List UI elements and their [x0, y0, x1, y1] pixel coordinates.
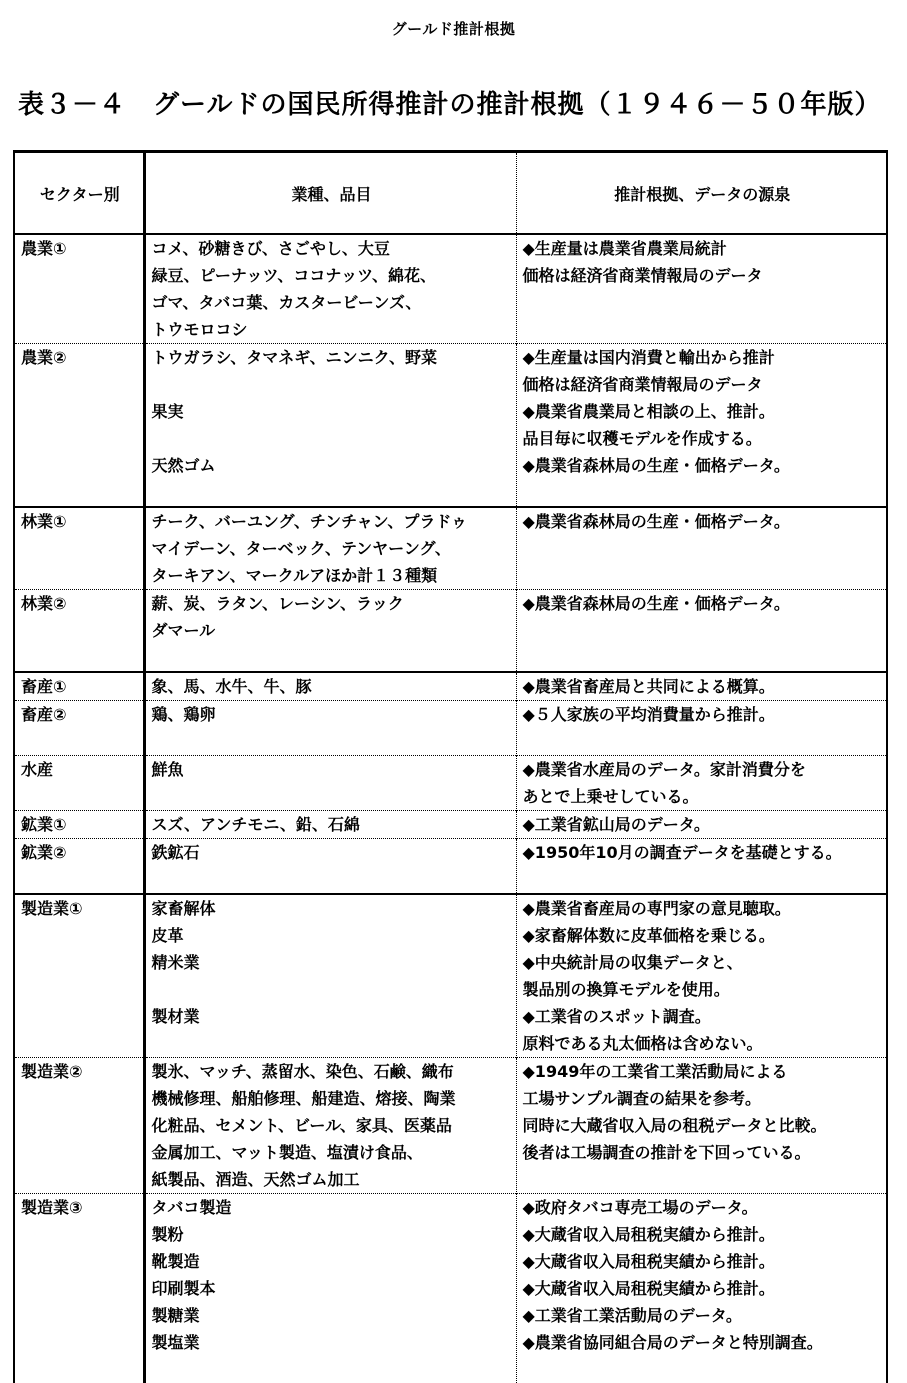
basis-cell	[516, 507, 887, 590]
items-cell-line	[152, 644, 512, 671]
basis-cell-line: ◆農業省畜産局の専門家の意見聴取。	[523, 895, 883, 922]
sector-cell	[14, 1058, 144, 1194]
basis-cell-line: ◆生産量は農業省農業局統計	[523, 235, 883, 262]
basis-cell-line	[523, 289, 883, 316]
items-cell-line: 製糖業	[152, 1302, 512, 1329]
basis-cell-line	[523, 644, 883, 671]
sector-cell	[14, 701, 144, 756]
basis-cell-line: ◆大蔵省収入局租税実績から推計。	[523, 1275, 883, 1302]
items-cell-line: マイデーン、ターベック、テンヤーング、	[152, 535, 512, 562]
sector-label: 畜産②	[21, 701, 139, 728]
items-cell-line: チーク、バーユング、チンチャン、プラドゥ	[152, 508, 512, 535]
sector-cell	[14, 590, 144, 673]
basis-cell-line	[523, 866, 883, 893]
table-title: 表３－４ グールドの国民所得推計の推計根拠（１９４６－５０年版）	[18, 84, 898, 121]
column-header-basis: 推計根拠、データの源泉	[516, 152, 887, 235]
items-cell-line: 靴製造	[152, 1248, 512, 1275]
basis-cell	[516, 756, 887, 811]
items-cell	[144, 839, 516, 895]
basis-cell-line: 価格は経済省商業情報局のデータ	[523, 262, 883, 289]
basis-cell-line: ◆農業省畜産局と共同による概算。	[523, 673, 883, 700]
items-cell-line: 果実	[152, 398, 512, 425]
items-cell-line: 皮革	[152, 922, 512, 949]
table-body	[14, 234, 887, 1383]
basis-cell-line: 原料である丸太価格は含めない。	[523, 1030, 883, 1057]
sector-label: 農業②	[21, 344, 139, 371]
table-row	[14, 756, 887, 811]
sector-cell	[14, 672, 144, 701]
items-cell-line: スズ、アンチモニ、鉛、石綿	[152, 811, 512, 838]
items-cell-line: 印刷製本	[152, 1275, 512, 1302]
items-cell-line	[152, 371, 512, 398]
sector-cell	[14, 344, 144, 508]
basis-cell	[516, 1194, 887, 1383]
basis-cell-line	[523, 535, 883, 562]
basis-cell-line	[523, 316, 883, 343]
items-cell-line: 製材業	[152, 1003, 512, 1030]
basis-cell	[516, 234, 887, 344]
basis-cell-line	[523, 617, 883, 644]
table-row	[14, 672, 887, 701]
sector-label: 鉱業②	[21, 839, 139, 866]
sector-label: 製造業③	[21, 1194, 139, 1221]
items-cell	[144, 756, 516, 811]
items-cell-line: 製塩業	[152, 1329, 512, 1356]
items-cell-line: 精米業	[152, 949, 512, 976]
basis-cell-line: ◆農業省森林局の生産・価格データ。	[523, 590, 883, 617]
table-header-row	[14, 152, 887, 235]
sector-label: 製造業①	[21, 895, 139, 922]
table-row	[14, 234, 887, 344]
items-cell-line: 薪、炭、ラタン、レーシン、ラック	[152, 590, 512, 617]
items-cell-line: 製粉	[152, 1221, 512, 1248]
sector-label: 水産	[21, 756, 139, 783]
column-header-sector: セクター別	[14, 152, 144, 235]
items-cell-line: 機械修理、船舶修理、船建造、熔接、陶業	[152, 1085, 512, 1112]
sector-label: 鉱業①	[21, 811, 139, 838]
basis-cell-line	[523, 1356, 883, 1383]
table-row	[14, 811, 887, 839]
basis-cell-line: ◆農業省農業局と相談の上、推計。	[523, 398, 883, 425]
items-cell-line: ダマール	[152, 617, 512, 644]
page-header: グールド推計根拠	[0, 18, 907, 39]
items-cell-line: ゴマ、タバコ葉、カスタービーンズ、	[152, 289, 512, 316]
items-cell-line: 緑豆、ピーナッツ、ココナッツ、綿花、	[152, 262, 512, 289]
basis-cell	[516, 590, 887, 673]
items-cell-line: 鶏、鶏卵	[152, 701, 512, 728]
basis-cell-line: ◆大蔵省収入局租税実績から推計。	[523, 1248, 883, 1275]
sector-cell	[14, 811, 144, 839]
items-cell-line	[152, 783, 512, 810]
table-row	[14, 894, 887, 1058]
items-cell-line: 紙製品、酒造、天然ゴム加工	[152, 1166, 512, 1193]
items-cell-line	[152, 1356, 512, 1383]
items-cell	[144, 344, 516, 508]
basis-cell	[516, 1058, 887, 1194]
basis-cell-line: あとで上乗せしている。	[523, 783, 883, 810]
basis-cell	[516, 811, 887, 839]
basis-cell	[516, 344, 887, 508]
basis-cell-line: ◆1949年の工業省工業活動局による	[523, 1058, 883, 1085]
table-row	[14, 701, 887, 756]
items-cell-line: 製氷、マッチ、蒸留水、染色、石鹸、織布	[152, 1058, 512, 1085]
basis-cell-line: 後者は工場調査の推計を下回っている。	[523, 1139, 883, 1166]
sector-cell	[14, 839, 144, 895]
table-row	[14, 344, 887, 508]
basis-cell-line: ◆大蔵省収入局租税実績から推計。	[523, 1221, 883, 1248]
items-cell-line	[152, 479, 512, 506]
table-row	[14, 590, 887, 673]
items-cell	[144, 701, 516, 756]
basis-cell-line: ◆中央統計局の収集データと、	[523, 949, 883, 976]
items-cell-line: タバコ製造	[152, 1194, 512, 1221]
sector-label: 農業①	[21, 235, 139, 262]
basis-cell-line	[523, 1166, 883, 1193]
basis-cell-line: ◆1950年10月の調査データを基礎とする。	[523, 839, 883, 866]
table-row	[14, 1194, 887, 1383]
basis-cell-line: ◆家畜解体数に皮革価格を乗じる。	[523, 922, 883, 949]
basis-cell-line: ◆工業省鉱山局のデータ。	[523, 811, 883, 838]
basis-cell-line: ◆政府タバコ専売工場のデータ。	[523, 1194, 883, 1221]
items-cell-line: ターキアン、マークルアほか計１３種類	[152, 562, 512, 589]
items-cell-line: 金属加工、マット製造、塩漬け食品、	[152, 1139, 512, 1166]
sector-label: 畜産①	[21, 673, 139, 700]
items-cell	[144, 894, 516, 1058]
basis-cell-line	[523, 562, 883, 589]
basis-cell	[516, 839, 887, 895]
basis-cell	[516, 701, 887, 756]
items-cell	[144, 672, 516, 701]
items-cell	[144, 507, 516, 590]
basis-cell-line: ◆工業省工業活動局のデータ。	[523, 1302, 883, 1329]
items-cell-line: 鉄鉱石	[152, 839, 512, 866]
items-cell	[144, 234, 516, 344]
items-cell-line	[152, 976, 512, 1003]
basis-cell-line: ◆農業省森林局の生産・価格データ。	[523, 508, 883, 535]
sector-label: 林業②	[21, 590, 139, 617]
basis-cell-line: ◆農業省水産局のデータ。家計消費分を	[523, 756, 883, 783]
basis-cell-line: ◆生産量は国内消費と輸出から推計	[523, 344, 883, 371]
sector-label: 林業①	[21, 508, 139, 535]
items-cell	[144, 1058, 516, 1194]
items-cell-line	[152, 1030, 512, 1057]
sector-label: 製造業②	[21, 1058, 139, 1085]
basis-cell-line: ◆農業省協同組合局のデータと特別調査。	[523, 1329, 883, 1356]
items-cell-line: 象、馬、水牛、牛、豚	[152, 673, 512, 700]
items-cell-line: トウモロコシ	[152, 316, 512, 343]
items-cell-line: 化粧品、セメント、ビール、家具、医薬品	[152, 1112, 512, 1139]
items-cell	[144, 1194, 516, 1383]
basis-cell-line: ◆５人家族の平均消費量から推計。	[523, 701, 883, 728]
items-cell-line: コメ、砂糖きび、さごやし、大豆	[152, 235, 512, 262]
basis-cell-line: 工場サンプル調査の結果を参考。	[523, 1085, 883, 1112]
items-cell-line	[152, 425, 512, 452]
basis-cell-line: 価格は経済省商業情報局のデータ	[523, 371, 883, 398]
sector-cell	[14, 894, 144, 1058]
basis-cell	[516, 672, 887, 701]
basis-cell-line: 同時に大蔵省収入局の租税データと比較。	[523, 1112, 883, 1139]
basis-cell	[516, 894, 887, 1058]
items-cell	[144, 811, 516, 839]
items-cell-line: トウガラシ、タマネギ、ニンニク、野菜	[152, 344, 512, 371]
basis-cell-line: ◆農業省森林局の生産・価格データ。	[523, 452, 883, 479]
estimation-basis-table	[13, 150, 888, 1383]
basis-cell-line	[523, 479, 883, 506]
table-row	[14, 507, 887, 590]
basis-cell-line: ◆工業省のスポット調査。	[523, 1003, 883, 1030]
items-cell-line	[152, 866, 512, 893]
items-cell	[144, 590, 516, 673]
table-row	[14, 1058, 887, 1194]
basis-cell-line: 製品別の換算モデルを使用。	[523, 976, 883, 1003]
column-header-items: 業種、品目	[144, 152, 516, 235]
sector-cell	[14, 756, 144, 811]
sector-cell	[14, 507, 144, 590]
table-row	[14, 839, 887, 895]
items-cell-line: 家畜解体	[152, 895, 512, 922]
sector-cell	[14, 234, 144, 344]
basis-cell-line	[523, 728, 883, 755]
basis-cell-line: 品目毎に収穫モデルを作成する。	[523, 425, 883, 452]
sector-cell	[14, 1194, 144, 1383]
items-cell-line: 天然ゴム	[152, 452, 512, 479]
items-cell-line	[152, 728, 512, 755]
items-cell-line: 鮮魚	[152, 756, 512, 783]
